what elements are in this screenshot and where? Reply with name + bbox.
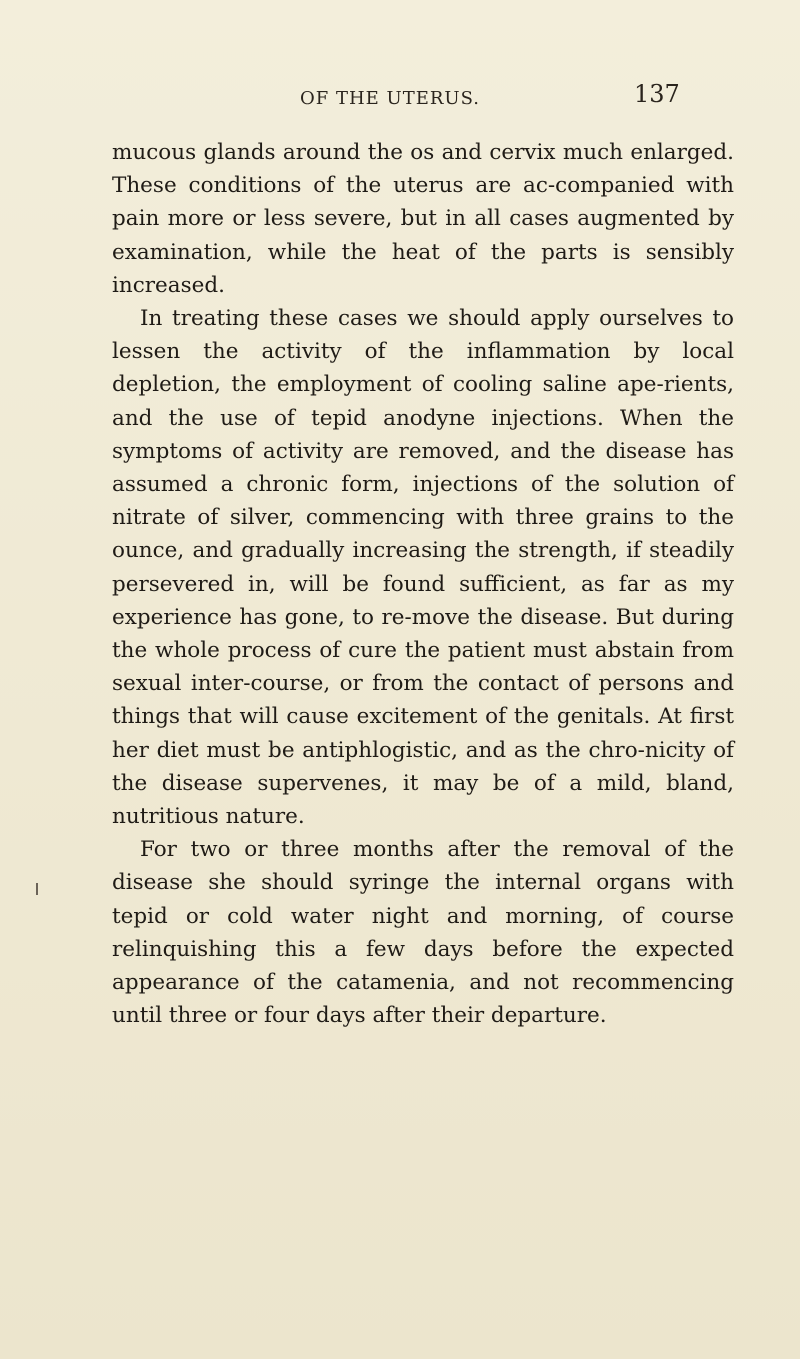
paragraph-3: For two or three months after the removal of the disease she should syringe the internal organs with tepid or cold water night and morning, of course relinquishing this a few days before the expected appearance of the catamenia, and not recommencing until three or four days after their departure. [112, 837, 734, 1029]
paragraph-1: mucous glands around the os and cervix much enlarged. These conditions of the uterus are ac-companied with pain more or less severe, but in all cases augmented by examination, while the heat of the parts is sensibly increased. [112, 140, 734, 298]
page-number: 137 [634, 80, 680, 108]
body-text [112, 136, 734, 1032]
running-head: OF THE UTERUS. [300, 88, 480, 109]
margin-mark [36, 883, 38, 895]
paragraph-2: In treating these cases we should apply ourselves to lessen the activity of the inflammation by local depletion, the employment of cooling saline ape-rients, and the use of tepid anodyne injections. When the symptoms of activity are removed, and the disease has assumed a chronic form, injections of the solution of nitrate of silver, commencing with three grains to the ounce, and gradually increasing the strength, if steadily persevered in, will be found sufficient, as far as my experience has gone, to re-move the disease. But during the whole process of cure the patient must abstain from sexual inter-course, or from the contact of persons and things that will cause excitement of the genitals. At first her diet must be antiphlogistic, and as the chro-nicity of the disease supervenes, it may be of a mild, bland, nutritious nature. [112, 306, 734, 830]
